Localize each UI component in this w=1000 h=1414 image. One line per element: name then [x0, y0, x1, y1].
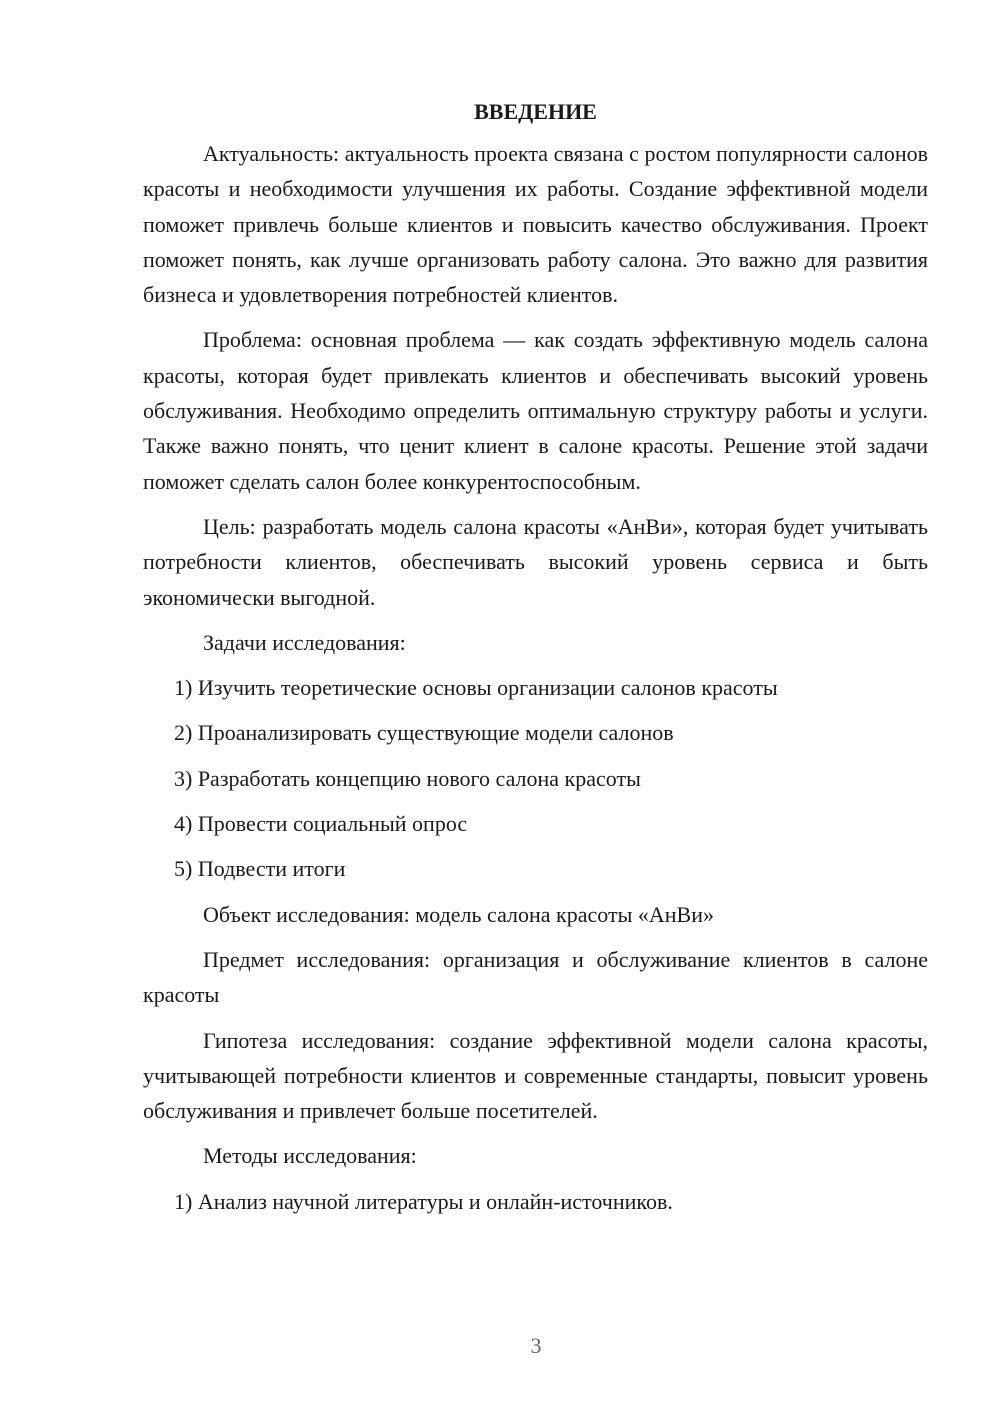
tasks-list — [143, 670, 928, 886]
list-item: 3) Разработать концепцию нового салона красоты — [174, 765, 641, 791]
object-paragraph: Объект исследования: модель салона красоты «АнВи» — [203, 901, 714, 927]
list-item: 1) Анализ научной литературы и онлайн-источников. — [174, 1188, 673, 1214]
relevance-paragraph: Актуальность: актуальность проекта связана с ростом популярности салонов красоты и необходимости улучшения их работы. Создание эффективной модели поможет привлечь больше клиентов и повысить качество обслуживания. Проект поможет понять, как лучше организовать работу салона. Это важно для развития бизнеса и удовлетворения потребностей клиентов. — [143, 141, 928, 308]
list-item: 1) Изучить теоретические основы организации салонов красоты — [174, 675, 778, 701]
tasks-heading: Задачи исследования: — [203, 629, 406, 655]
problem-paragraph: Проблема: основная проблема — как создать эффективную модель салона красоты, которая будет привлекать клиентов и обеспечивать высокий уровень обслуживания. Необходимо определить оптимальную структуру работы и услуги. Также важно понять, что ценит клиент в салоне красоты. Решение этой задачи поможет сделать салон более конкурентоспособным. — [143, 327, 928, 494]
hypothesis-paragraph: Гипотеза исследования: создание эффективной модели салона красоты, учитывающей потребности клиентов и современные стандарты, повысит уровень обслуживания и привлечет больше посетителей. — [143, 1027, 928, 1124]
methods-heading: Методы исследования: — [203, 1143, 417, 1169]
document-page — [143, 96, 928, 1229]
methods-list — [143, 1184, 928, 1219]
section-title: ВВЕДЕНИЕ — [474, 99, 597, 124]
goal-paragraph: Цель: разработать модель салона красоты «АнВи», которая будет учитывать потребности клиентов, обеспечивать высокий уровень сервиса и быть экономически выгодной. — [143, 513, 928, 610]
list-item: 4) Провести социальный опрос — [174, 811, 468, 837]
page-number: 3 — [530, 1333, 542, 1358]
subject-paragraph: Предмет исследования: организация и обслуживание клиентов в салоне красоты — [143, 946, 928, 1008]
list-item: 2) Проанализировать существующие модели салонов — [174, 720, 674, 746]
list-item: 5) Подвести итоги — [174, 856, 346, 882]
